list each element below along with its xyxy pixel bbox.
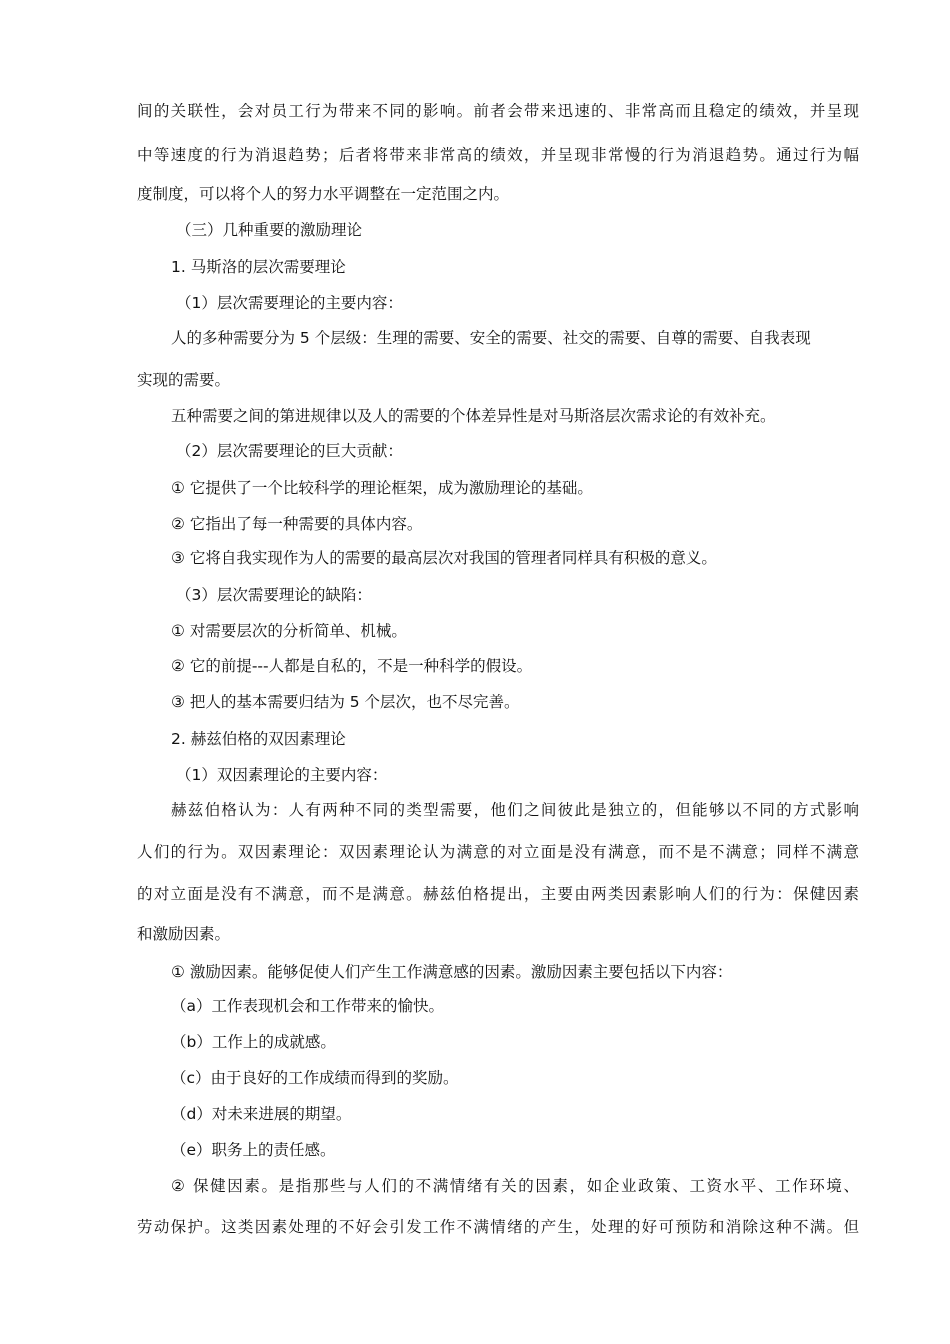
list-item: （b）工作上的成就感。 (171, 1033, 336, 1051)
paragraph-line: 人们的行为。双因素理论：双因素理论认为满意的对立面是没有满意，而不是不满意；同样不满意 (137, 843, 859, 861)
paragraph-line: 间的关联性，会对员工行为带来不同的影响。前者会带来迅速的、非常高而且稳定的绩效，并呈现 (137, 102, 859, 120)
subsection-heading: 1. 马斯洛的层次需要理论 (171, 258, 346, 276)
list-item: ② 它的前提---人都是自私的，不是一种科学的假设。 (171, 657, 533, 675)
list-item: （d）对未来进展的期望。 (171, 1105, 352, 1123)
list-item: ① 它提供了一个比较科学的理论框架，成为激励理论的基础。 (171, 479, 593, 497)
paragraph-line: 五种需要之间的第进规律以及人的需要的个体差异性是对马斯洛层次需求论的有效补充。 (171, 407, 776, 425)
list-heading: （1）层次需要理论的主要内容： (176, 294, 403, 312)
list-item: ① 激励因素。能够促使人们产生工作满意感的因素。激励因素主要包括以下内容： (171, 963, 733, 981)
subsection-heading: 2. 赫兹伯格的双因素理论 (171, 730, 346, 748)
paragraph-line: 劳动保护。这类因素处理的不好会引发工作不满情绪的产生，处理的好可预防和消除这种不满。但 (137, 1218, 859, 1236)
list-item: ② 它指出了每一种需要的具体内容。 (171, 515, 423, 533)
paragraph-line: 的对立面是没有不满意，而不是满意。赫兹伯格提出，主要由两类因素影响人们的行为：保健因素 (137, 885, 859, 903)
section-heading: （三）几种重要的激励理论 (176, 221, 363, 239)
list-heading: （3）层次需要理论的缺陷： (176, 586, 372, 604)
list-item: （c）由于良好的工作成绩而得到的奖励。 (171, 1069, 459, 1087)
list-item: （a）工作表现机会和工作带来的愉快。 (171, 997, 444, 1015)
list-item: ① 对需要层次的分析简单、机械。 (171, 622, 407, 640)
paragraph-line: 和激励因素。 (137, 925, 231, 943)
paragraph-line: ② 保健因素。是指那些与人们的不满情绪有关的因素，如企业政策、工资水平、工作环境、 (171, 1177, 859, 1195)
list-item: ③ 它将自我实现作为人的需要的最高层次对我国的管理者同样具有积极的意义。 (171, 549, 717, 567)
paragraph-line: 度制度，可以将个人的努力水平调整在一定范围之内。 (137, 185, 510, 203)
list-item: ③ 把人的基本需要归结为 5 个层次，也不尽完善。 (171, 693, 520, 711)
paragraph-line: 实现的需要。 (137, 371, 231, 389)
paragraph-line: 人的多种需要分为 5 个层级：生理的需要、安全的需要、社交的需要、自尊的需要、自我表现 (171, 329, 811, 347)
list-heading: （2）层次需要理论的巨大贡献： (176, 442, 403, 460)
list-heading: （1）双因素理论的主要内容： (176, 766, 388, 784)
list-item: （e）职务上的责任感。 (171, 1141, 336, 1159)
paragraph-line: 赫兹伯格认为：人有两种不同的类型需要，他们之间彼此是独立的，但能够以不同的方式影响 (171, 801, 859, 819)
paragraph-line: 中等速度的行为消退趋势；后者将带来非常高的绩效，并呈现非常慢的行为消退趋势。通过行为幅 (137, 146, 859, 164)
